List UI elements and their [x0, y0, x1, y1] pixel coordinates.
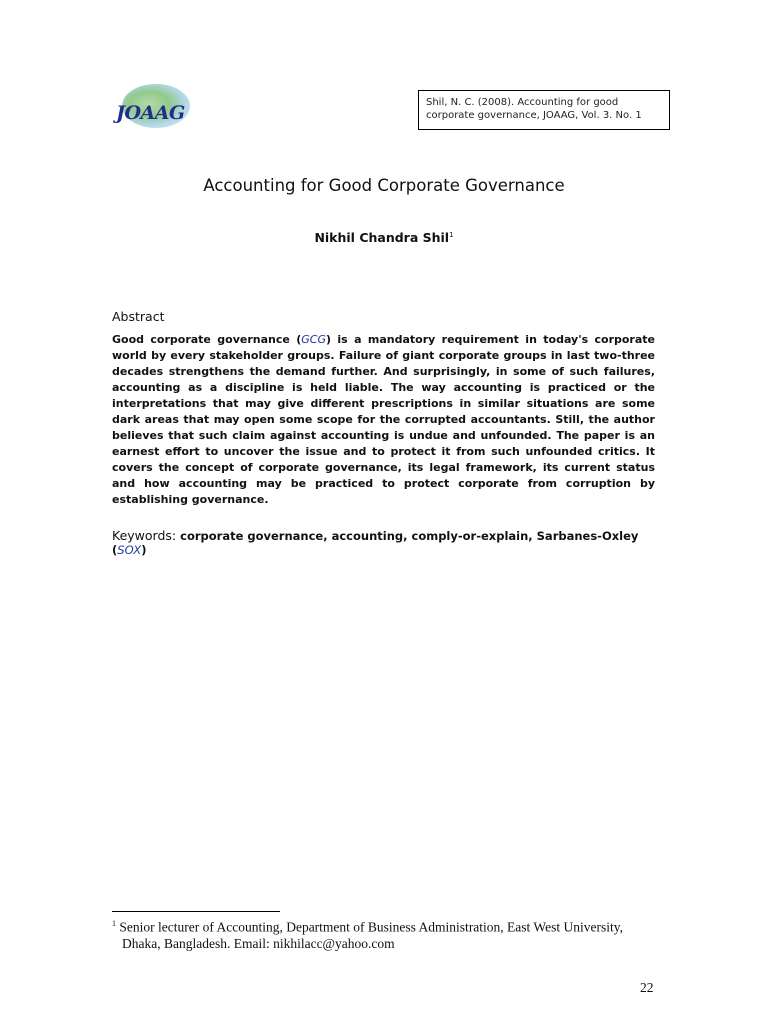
author-footnote-mark: 1 — [449, 230, 454, 239]
paper-title: Accounting for Good Corporate Governance — [203, 176, 565, 195]
abstract-abbr: GCG — [301, 333, 326, 346]
footnote-mark: 1 — [112, 919, 116, 928]
logo-text: JOAAG — [116, 102, 185, 124]
keywords-label: Keywords: — [112, 528, 177, 543]
journal-logo — [116, 84, 196, 138]
abstract-body — [112, 332, 655, 508]
keywords-text: corporate governance, accounting, comply-or-explain, Sarbanes-Oxley ( — [112, 529, 639, 557]
author-name: Nikhil Chandra Shil — [314, 230, 450, 245]
keywords-abbr: SOX — [117, 543, 142, 557]
author-line — [0, 230, 768, 245]
abstract-lead: Good corporate governance ( — [112, 333, 302, 346]
abstract-heading: Abstract — [112, 309, 165, 324]
page-number: 22 — [640, 980, 654, 995]
footnote — [112, 916, 672, 952]
footnote-divider — [112, 911, 280, 912]
keywords-close: ) — [141, 543, 147, 557]
footnote-line-2: Dhaka, Bangladesh. Email: nikhilacc@yahoo.com — [122, 935, 395, 951]
keywords-line — [112, 528, 672, 557]
abstract-text: ) is a mandatory requirement in today's corporate world by every stakeholder groups. Failure of giant corporate groups in last two-three decades strengthens the demand further. And surprisingly, in some of such failures, accounting as a discipline is held liable. The way accounting is practiced or the interpretations that may give different prescriptions in similar situations are some dark areas that may open some scope for the corrupted accountants. Still, the author believes that such claim against accounting is undue and unfounded. The paper is an earnest effort to uncover the issue and to protect it from such unfounded critics. It covers the concept of corporate governance, its legal framework, its current status and how accounting may be practiced to protect corporate from corruption by establishing governance. — [112, 333, 656, 506]
footnote-line-1: Senior lecturer of Accounting, Department of Business Administration, East West University, — [116, 919, 623, 935]
citation-box: Shil, N. C. (2008). Accounting for good corporate governance, JOAAG, Vol. 3. No. 1 — [418, 90, 670, 130]
